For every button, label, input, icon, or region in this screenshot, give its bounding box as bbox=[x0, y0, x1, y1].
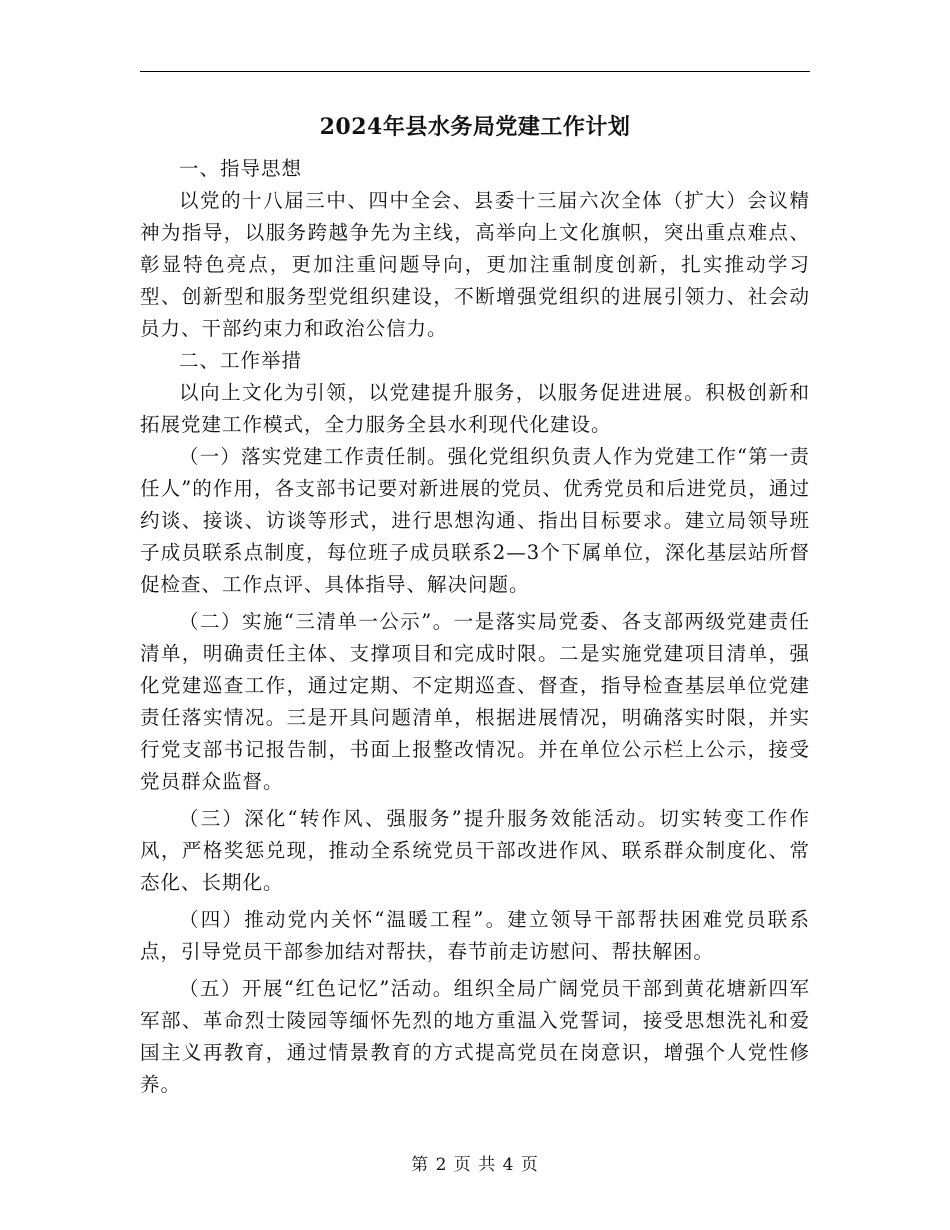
section-heading-work-measures: 二、工作举措 bbox=[179, 349, 303, 372]
page-number: 第 2 页 共 4 页 bbox=[411, 1155, 539, 1175]
paragraph-measure-2: （二）实施“三清单一公示”。一是落实局党委、各支部两级党建责任清单，明确责任主体、支撑项目和完成时限。二是实施党建项目清单，强化党建巡查工作，通过定期、不定期巡查、督查，指导检查基层单位党建责任落实情况。三是开具问题清单，根据进展情况，明确落实时限，并实行党支部书记报告制，书面上报整改情况。并在单位公示栏上公示，接受党员群众监督。 bbox=[140, 610, 810, 793]
document-title: 2024年县水务局党建工作计划 bbox=[319, 114, 631, 140]
paragraph-measure-1: （一）落实党建工作责任制。强化党组织负责人作为党建工作“第一责任人”的作用，各支部书记要对新进展的党员、优秀党员和后进党员，通过约谈、接谈、访谈等形式，进行思想沟通、指出目标要求。建立局领导班子成员联系点制度，每位班子成员联系2—3个下属单位，深化基层站所督促检查、工作点评、具体指导、解决问题。 bbox=[140, 445, 810, 596]
paragraph-guiding-ideology: 以党的十八届三中、四中全会、县委十三届六次全体（扩大）会议精神为指导，以服务跨越争先为主线，高举向上文化旗帜，突出重点难点、彰显特色亮点，更加注重问题导向，更加注重制度创新，扎实推动学习型、创新型和服务型党组织建设，不断增强党组织的进展引领力、社会动员力、干部约束力和政治公信力。 bbox=[140, 189, 810, 340]
paragraph-measure-5: （五）开展“红色记忆”活动。组织全局广阔党员干部到黄花塘新四军军部、革命烈士陵园等缅怀先烈的地方重温入党誓词，接受思想洗礼和爱国主义再教育，通过情景教育的方式提高党员在岗意识，增强个人党性修养。 bbox=[140, 977, 810, 1096]
paragraph-measure-3: （三）深化“转作风、强服务”提升服务效能活动。切实转变工作作风，严格奖惩兑现，推动全系统党员干部改进作风、联系群众制度化、常态化、长期化。 bbox=[140, 807, 810, 894]
paragraph-work-measures-intro: 以向上文化为引领，以党建提升服务，以服务促进进展。积极创新和拓展党建工作模式，全力服务全县水利现代化建设。 bbox=[140, 381, 810, 436]
section-heading-guiding-ideology: 一、指导思想 bbox=[179, 157, 303, 180]
paragraph-measure-4: （四）推动党内关怀“温暖工程”。建立领导干部帮扶困难党员联系点，引导党员干部参加结对帮扶，春节前走访慰问、帮扶解困。 bbox=[140, 908, 810, 963]
header-rule bbox=[140, 71, 810, 72]
document-body bbox=[140, 153, 810, 1101]
